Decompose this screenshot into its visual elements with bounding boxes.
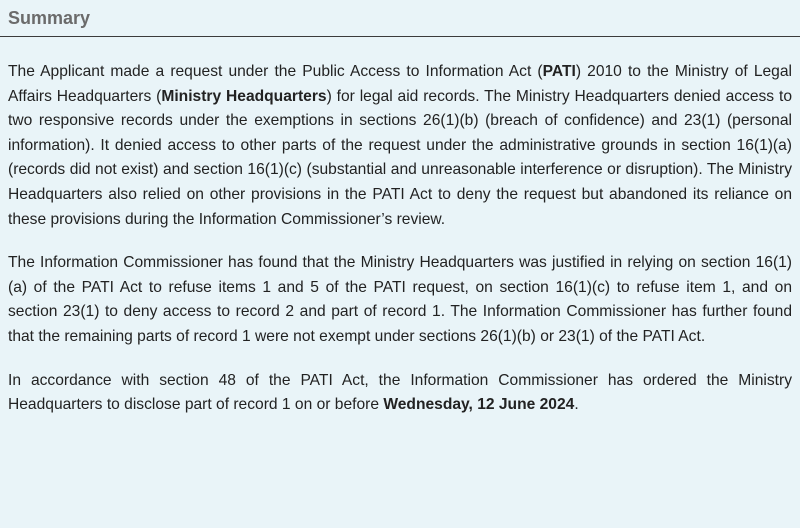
- paragraph-text: .: [574, 396, 579, 414]
- summary-heading: Summary: [8, 8, 91, 28]
- summary-paragraph-order: [8, 369, 792, 418]
- paragraph-text: ) 2010 to the Ministry of Legal Affairs Headquarters (: [8, 63, 792, 105]
- summary-heading-bar: [0, 0, 800, 37]
- deadline-date: Wednesday, 12 June 2024: [383, 396, 575, 414]
- paragraph-text: ) for legal aid records. The Ministry Headquarters denied access to two responsive records under the exemptions in sections 26(1)(b) (breach of confidence) and 23(1) (personal information). It denied access to other parts of the request under the administrative grounds in section 16(1)(a) (records did not exist) and section 16(1)(c) (substantial and unreasonable interference or disruption). The Ministry Headquarters also relied on other provisions in the PATI Act to deny the request but abandoned its reliance on these provisions during the Information Commissioner’s review.: [8, 87, 792, 228]
- summary-paragraph-findings: The Information Commissioner has found that the Ministry Headquarters was justified in relying on section 16(1)(a) of the PATI Act to refuse items 1 and 5 of the PATI request, on section 16(1)(c) to refuse item 1, and on section 23(1) to deny access to record 2 and part of record 1. The Information Commissioner has further found that the remaining parts of record 1 were not exempt under sections 26(1)(b) or 23(1) of the PATI Act.: [8, 254, 792, 345]
- paragraph-text: The Applicant made a request under the Public Access to Information Act (: [8, 63, 543, 80]
- ministry-headquarters-term: Ministry Headquarters: [161, 87, 327, 105]
- summary-body: [0, 37, 800, 418]
- pati-term: PATI: [542, 63, 576, 80]
- summary-paragraph-request: [8, 60, 792, 232]
- paragraph-text: In accordance with section 48 of the PATI Act, the Information Commissioner has ordered the Ministry Headquarters to disclose part of record 1 on or before: [8, 371, 792, 414]
